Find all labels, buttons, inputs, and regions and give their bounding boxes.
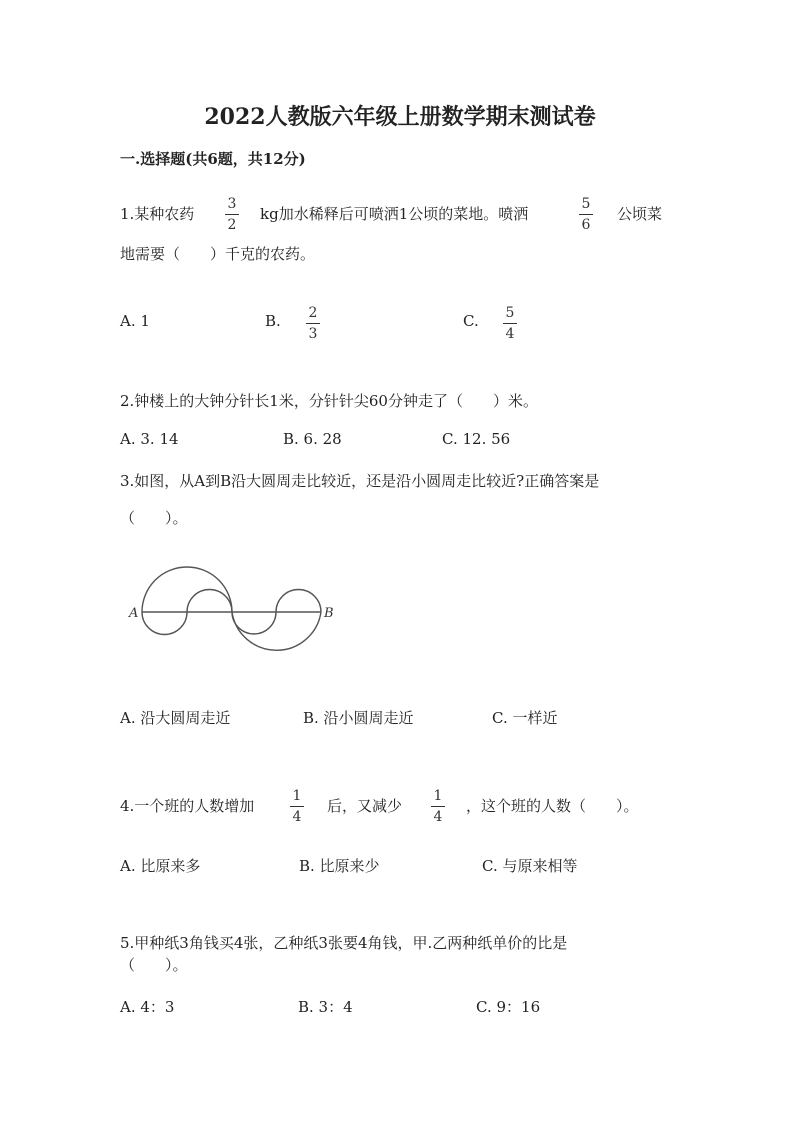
fraction-numerator: 1: [433, 788, 443, 804]
point-a-label: A: [129, 606, 139, 621]
q1-text-line2: 地需要（ ）千克的农药。: [120, 245, 316, 263]
q5-text-line1: 5.甲种纸3角钱买4张，乙种纸3张要4角钱，甲.乙两种纸单价的比是: [120, 934, 568, 952]
section-heading: 一.选择题(共6题，共12分): [120, 150, 306, 168]
fraction-denominator: 4: [433, 809, 443, 825]
fraction-bar: [431, 806, 445, 807]
q1-fraction-1: [221, 195, 243, 234]
q5-option-c: C. 9：16: [476, 998, 541, 1016]
q4-option-a: A. 比原来多: [120, 857, 201, 875]
q3-option-b: B. 沿小圆周走近: [303, 709, 414, 727]
fraction-denominator: 4: [505, 326, 515, 342]
small-arc-2: [187, 590, 232, 613]
q5-option-a: A. 4：3: [120, 998, 175, 1016]
q1-option-b: B.: [265, 312, 281, 330]
q1-text-part2: kg加水稀释后可喷洒1公顷的菜地。喷洒: [260, 205, 529, 223]
q4-fraction-1: [286, 787, 308, 826]
fraction-bar: [306, 323, 320, 324]
fraction-denominator: 2: [227, 217, 237, 233]
q1-text-part3: 公顷菜: [617, 205, 663, 223]
q1-option-c: C.: [463, 312, 479, 330]
q1-text-part1: 1.某种农药: [120, 205, 195, 223]
fraction-denominator: 4: [292, 809, 302, 825]
large-arc-top: [142, 567, 232, 612]
point-b-label: B: [324, 606, 334, 621]
q3-option-c: C. 一样近: [492, 709, 558, 727]
fraction-numerator: 1: [292, 788, 302, 804]
large-arc-bottom: [232, 612, 321, 650]
q4-text-part1: 4.一个班的人数增加: [120, 797, 255, 815]
q1-option-c-fraction: [499, 304, 521, 343]
fraction-bar: [579, 214, 593, 215]
q2-option-c: C. 12. 56: [442, 430, 511, 448]
q1-option-b-fraction: [302, 304, 324, 343]
fraction-numerator: 2: [308, 305, 318, 321]
q3-circles-figure: [120, 555, 350, 675]
fraction-numerator: 5: [505, 305, 515, 321]
fraction-numerator: 5: [581, 196, 591, 212]
q5-option-b: B. 3：4: [298, 998, 353, 1016]
q3-text-line2: （ ）。: [120, 509, 188, 527]
fraction-denominator: 3: [308, 326, 318, 342]
q2-text: 2.钟楼上的大钟分针长1米，分针针尖60分钟走了（ ）米。: [120, 392, 538, 410]
small-arc-4: [276, 590, 321, 613]
q5-text-line2: （ ）。: [120, 956, 188, 974]
page-title: 2022人教版六年级上册数学期末测试卷: [204, 104, 596, 130]
small-arc-1: [142, 612, 187, 635]
q3-option-a: A. 沿大圆周走近: [120, 709, 231, 727]
fraction-bar: [290, 806, 304, 807]
fraction-bar: [225, 214, 239, 215]
q2-option-b: B. 6. 28: [283, 430, 342, 448]
q1-option-a: A. 1: [120, 312, 150, 330]
q2-option-a: A. 3. 14: [120, 430, 179, 448]
fraction-bar: [503, 323, 517, 324]
q4-option-b: B. 比原来少: [299, 857, 380, 875]
q1-fraction-2: [575, 195, 597, 234]
fraction-denominator: 6: [581, 217, 591, 233]
q4-option-c: C. 与原来相等: [482, 857, 578, 875]
q3-text-line1: 3.如图，从A到B沿大圆周走比较近，还是沿小圆周走比较近?正确答案是: [120, 472, 600, 490]
q4-text-part3: ，这个班的人数（ ）。: [466, 797, 639, 815]
fraction-numerator: 3: [227, 196, 237, 212]
q4-text-part2: 后，又减少: [327, 797, 403, 815]
q4-fraction-2: [427, 787, 449, 826]
